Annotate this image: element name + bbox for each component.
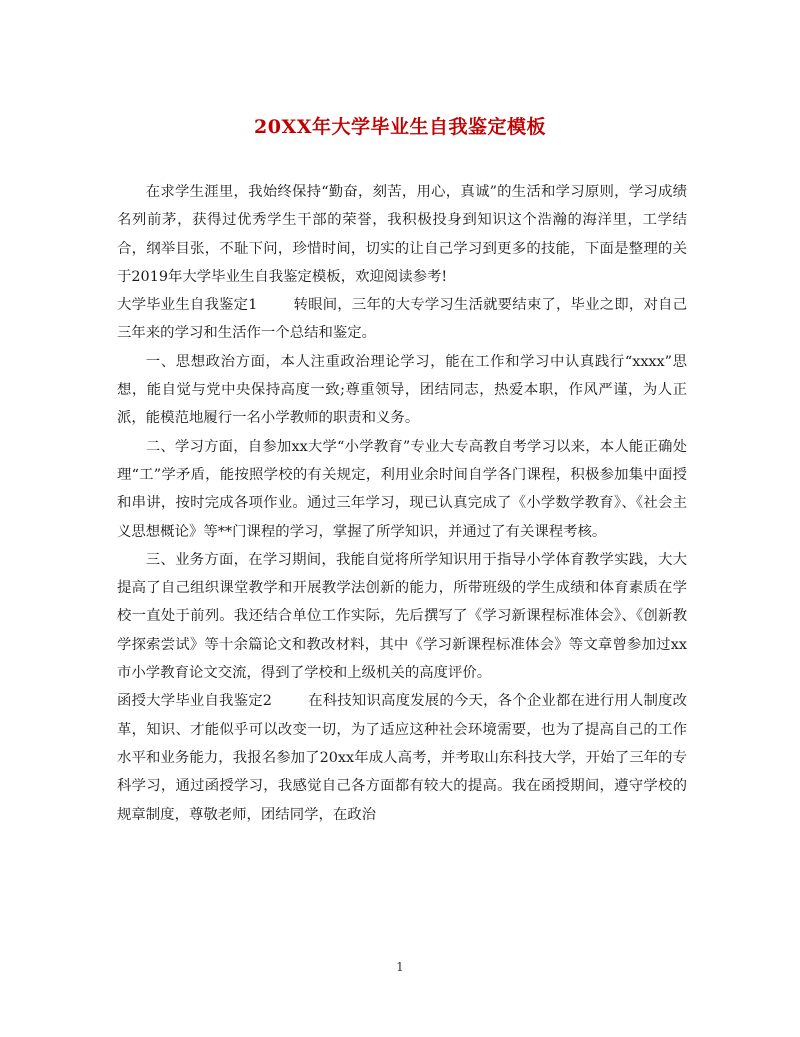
page-number: 1 bbox=[396, 960, 404, 974]
document-title: 20XX年大学毕业生自我鉴定模板 bbox=[254, 116, 546, 138]
document-body bbox=[117, 178, 687, 829]
intro-paragraph: 在求学生涯里，我始终保持“勤奋，刻苦，用心，真诚”的生活和学习原则，学习成绩名列前茅，获得过优秀学生干部的荣誉，我积极投身到知识这个浩瀚的海洋里，工学结合，纲举目张，不耻下问，珍惜时间，切实的让自己学习到更多的技能，下面是整理的关于2019年大学毕业生自我鉴定模板，欢迎阅读参考! bbox=[117, 184, 687, 285]
section1-heading: 大学毕业生自我鉴定1 bbox=[117, 297, 258, 314]
section2-paragraph bbox=[117, 687, 687, 828]
section2-heading: 函授大学毕业自我鉴定2 bbox=[117, 693, 272, 710]
work-paragraph: 三、业务方面，在学习期间，我能自觉将所学知识用于指导小学体育教学实践，大大提高了自己组织课堂教学和开展教学法创新的能力，所带班级的学生成绩和体育素质在学校一直处于前列。我还结合单位工作实际，先后撰写了《学习新课程标准体会》、《创新教学探索尝试》等十余篇论文和教改材料，其中《学习新课程标准体会》等文章曾参加过xx市小学教育论文交流，得到了学校和上级机关的高度评价。 bbox=[117, 551, 687, 682]
politics-paragraph: 一、思想政治方面，本人注重政治理论学习，能在工作和学习中认真践行“xxxx”思想，能自觉与党中央保持高度一致;尊重领导，团结同志，热爱本职，作风严谨，为人正派，能模范地履行一名小学教师的职责和义务。 bbox=[117, 353, 687, 427]
section2-lead: 在科技知识高度发展的今天，各个企业都在进行用人制度改革，知识、才能似乎可以改变一切，为了适应这种社会环境需要，也为了提高自己的工作水平和业务能力，我报名参加了20xx年成人高考，并考取山东科技大学，开始了三年的专科学习，通过函授学习，我感觉自己各方面都有较大的提高。我在函授期间，遵守学校的规章制度，尊敬老师，团结同学，在政治 bbox=[117, 693, 687, 823]
section1-paragraph bbox=[117, 291, 687, 348]
study-paragraph: 二、学习方面，自参加xx大学“小学教育”专业大专高教自考学习以来，本人能正确处理“工”学矛盾，能按照学校的有关规定，利用业余时间自学各门课程，积极参加集中面授和串讲，按时完成各项作业。通过三年学习，现已认真完成了《小学数学教育》、《社会主义思想概论》等**门课程的学习，掌握了所学知识，并通过了有关课程考核。 bbox=[117, 438, 687, 540]
section1-lead: 转眼间，三年的大专学习生活就要结束了，毕业之即，对自己三年来的学习和生活作一个总结和鉴定。 bbox=[117, 297, 687, 342]
